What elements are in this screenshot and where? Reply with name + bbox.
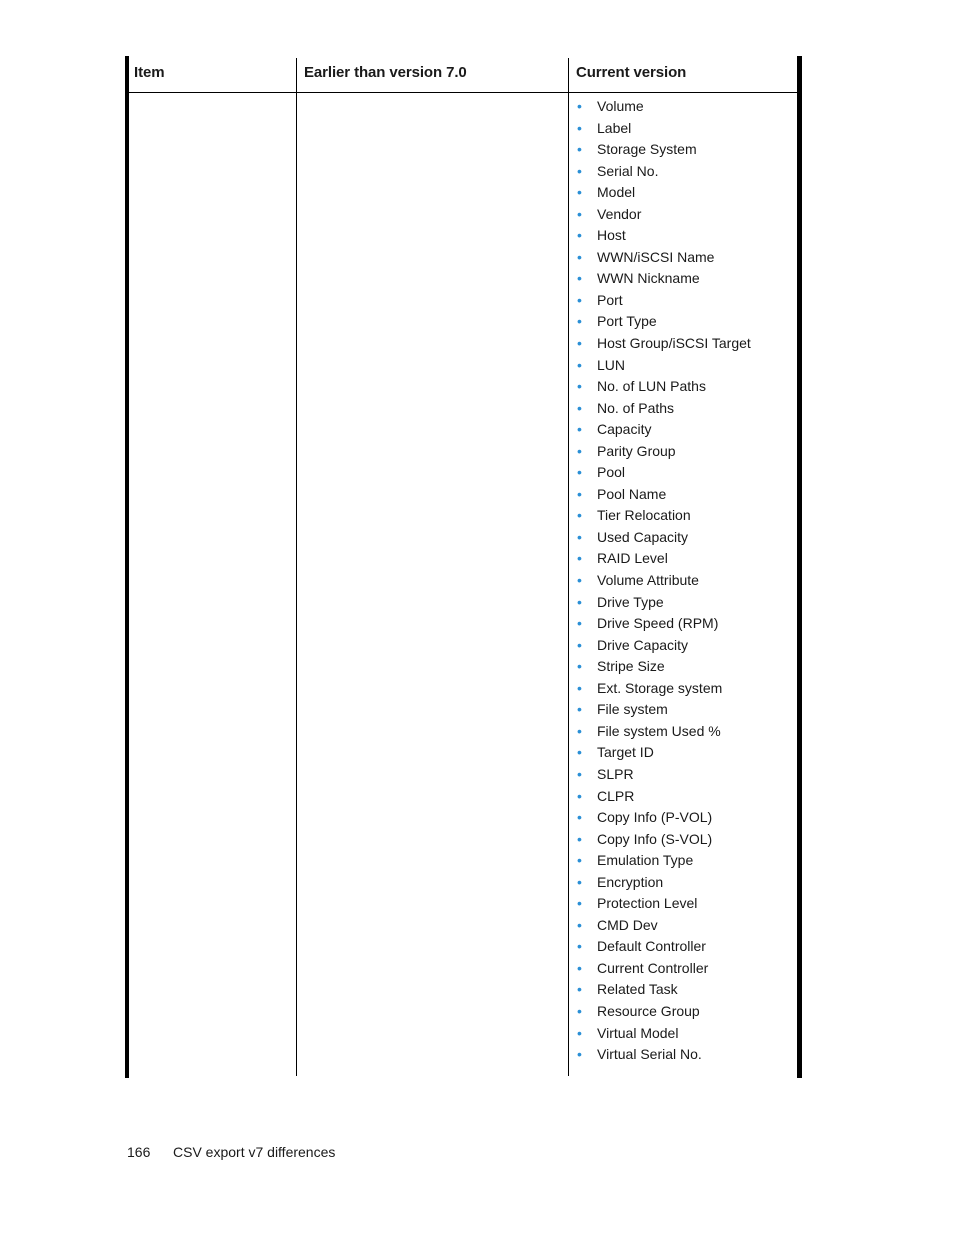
list-item — [577, 462, 751, 484]
list-item-label: SLPR — [597, 765, 634, 782]
list-item-label: Current Controller — [597, 959, 709, 976]
list-item-label: Vendor — [597, 205, 642, 222]
bullet-icon: • — [577, 184, 582, 201]
table-right-border — [797, 56, 802, 1078]
list-item-label: Parity Group — [597, 442, 676, 459]
bullet-icon: • — [577, 615, 582, 632]
bullet-icon: • — [577, 141, 582, 158]
bullet-icon: • — [577, 162, 582, 179]
list-item — [577, 915, 751, 937]
bullet-icon: • — [577, 701, 582, 718]
bullet-icon: • — [577, 270, 582, 287]
bullet-icon: • — [577, 442, 582, 459]
list-item — [577, 635, 751, 657]
list-item — [577, 786, 751, 808]
list-item-label: No. of LUN Paths — [597, 378, 706, 395]
list-item — [577, 527, 751, 549]
list-item-label: File system Used % — [597, 722, 721, 739]
bullet-icon: • — [577, 787, 582, 804]
list-item — [577, 139, 751, 161]
bullet-icon: • — [577, 658, 582, 675]
list-item-label: Copy Info (S-VOL) — [597, 830, 713, 847]
bullet-icon: • — [577, 830, 582, 847]
column-divider-2 — [568, 58, 569, 1076]
list-item-label: No. of Paths — [597, 399, 675, 416]
list-item — [577, 570, 751, 592]
list-item — [577, 979, 751, 1001]
list-item-label: Stripe Size — [597, 658, 665, 675]
bullet-icon: • — [577, 507, 582, 524]
list-item — [577, 678, 751, 700]
list-item — [577, 699, 751, 721]
list-item-label: Serial No. — [597, 162, 659, 179]
list-item-label: Used Capacity — [597, 528, 689, 545]
list-item-label: Virtual Serial No. — [597, 1046, 702, 1063]
list-item-label: Port Type — [597, 313, 657, 330]
bullet-icon: • — [577, 572, 582, 589]
bullet-icon: • — [577, 1046, 582, 1063]
list-item-label: Label — [597, 119, 632, 136]
list-item-label: CMD Dev — [597, 916, 658, 933]
list-item — [577, 247, 751, 269]
bullet-icon: • — [577, 1024, 582, 1041]
bullet-icon: • — [577, 981, 582, 998]
list-item-label: Drive Capacity — [597, 636, 689, 653]
list-item — [577, 376, 751, 398]
page-number: 166 — [127, 1144, 151, 1160]
bullet-icon: • — [577, 722, 582, 739]
bullet-icon: • — [577, 1002, 582, 1019]
bullet-icon: • — [577, 378, 582, 395]
list-item — [577, 225, 751, 247]
list-item-label: Copy Info (P-VOL) — [597, 809, 713, 826]
bullet-icon: • — [577, 98, 582, 114]
bullet-icon: • — [577, 679, 582, 696]
list-item — [577, 807, 751, 829]
list-item-label: Drive Type — [597, 593, 664, 610]
list-item-label: Host Group/iSCSI Target — [597, 335, 751, 352]
list-item — [577, 742, 751, 764]
section-title: CSV export v7 differences — [173, 1144, 336, 1160]
list-item-label: CLPR — [597, 787, 635, 804]
list-item-label: File system — [597, 701, 668, 718]
list-item — [577, 656, 751, 678]
list-item-label: Encryption — [597, 873, 664, 890]
list-item — [577, 850, 751, 872]
list-item — [577, 182, 751, 204]
list-item-label: Protection Level — [597, 895, 698, 912]
list-item-label: RAID Level — [597, 550, 668, 567]
list-item — [577, 484, 751, 506]
list-item — [577, 1001, 751, 1023]
list-item-label: Pool Name — [597, 485, 667, 502]
list-item-label: LUN — [597, 356, 626, 373]
bullet-icon: • — [577, 916, 582, 933]
list-item — [577, 872, 751, 894]
bullet-icon: • — [577, 873, 582, 890]
list-item — [577, 1044, 751, 1066]
list-item — [577, 419, 751, 441]
bullet-icon: • — [577, 852, 582, 869]
header-earlier-version: Earlier than version 7.0 — [304, 64, 467, 81]
list-item — [577, 1023, 751, 1045]
list-item — [577, 204, 751, 226]
bullet-icon: • — [577, 227, 582, 244]
list-item-label: Emulation Type — [597, 852, 694, 869]
list-item — [577, 936, 751, 958]
list-item-label: Volume Attribute — [597, 572, 699, 589]
current-version-list — [577, 96, 751, 1066]
list-item — [577, 548, 751, 570]
list-item — [577, 311, 751, 333]
list-item — [577, 958, 751, 980]
bullet-icon: • — [577, 809, 582, 826]
bullet-icon: • — [577, 356, 582, 373]
list-item — [577, 893, 751, 915]
list-item — [577, 613, 751, 635]
list-item — [577, 333, 751, 355]
bullet-icon: • — [577, 636, 582, 653]
column-divider-1 — [296, 58, 297, 1076]
list-item — [577, 505, 751, 527]
list-item — [577, 118, 751, 140]
header-item: Item — [134, 64, 165, 81]
list-item-label: Capacity — [597, 421, 652, 438]
bullet-icon: • — [577, 248, 582, 265]
list-item — [577, 764, 751, 786]
table-left-border — [125, 56, 129, 1078]
list-item — [577, 721, 751, 743]
bullet-icon: • — [577, 895, 582, 912]
header-current-version: Current version — [576, 64, 687, 81]
list-item — [577, 290, 751, 312]
list-item-label: Port — [597, 291, 623, 308]
list-item-label: Storage System — [597, 141, 697, 158]
bullet-icon: • — [577, 528, 582, 545]
list-item-label: Model — [597, 184, 636, 201]
bullet-icon: • — [577, 938, 582, 955]
bullet-icon: • — [577, 119, 582, 136]
bullet-icon: • — [577, 744, 582, 761]
list-item-label: Virtual Model — [597, 1024, 679, 1041]
list-item — [577, 398, 751, 420]
bullet-icon: • — [577, 550, 582, 567]
bullet-icon: • — [577, 464, 582, 481]
list-item-label: WWN/iSCSI Name — [597, 248, 715, 265]
bullet-icon: • — [577, 959, 582, 976]
bullet-icon: • — [577, 291, 582, 308]
header-rule — [125, 92, 802, 93]
list-item — [577, 441, 751, 463]
bullet-icon: • — [577, 593, 582, 610]
list-item — [577, 161, 751, 183]
list-item — [577, 268, 751, 290]
list-item-label: Resource Group — [597, 1002, 700, 1019]
list-item-label: Default Controller — [597, 938, 706, 955]
bullet-icon: • — [577, 765, 582, 782]
list-item-label: Host — [597, 227, 626, 244]
list-item — [577, 355, 751, 377]
list-item-label: WWN Nickname — [597, 270, 700, 287]
list-item-label: Tier Relocation — [597, 507, 691, 524]
bullet-icon: • — [577, 205, 582, 222]
list-item-label: Related Task — [597, 981, 678, 998]
bullet-icon: • — [577, 421, 582, 438]
list-item — [577, 829, 751, 851]
bullet-icon: • — [577, 335, 582, 352]
list-item — [577, 96, 751, 118]
bullet-icon: • — [577, 313, 582, 330]
list-item — [577, 592, 751, 614]
bullet-icon: • — [577, 485, 582, 502]
list-item-label: Target ID — [597, 744, 654, 761]
bullet-icon: • — [577, 399, 582, 416]
list-item-label: Volume — [597, 98, 644, 114]
list-item-label: Drive Speed (RPM) — [597, 615, 719, 632]
list-item-label: Pool — [597, 464, 626, 481]
list-item-label: Ext. Storage system — [597, 679, 723, 696]
